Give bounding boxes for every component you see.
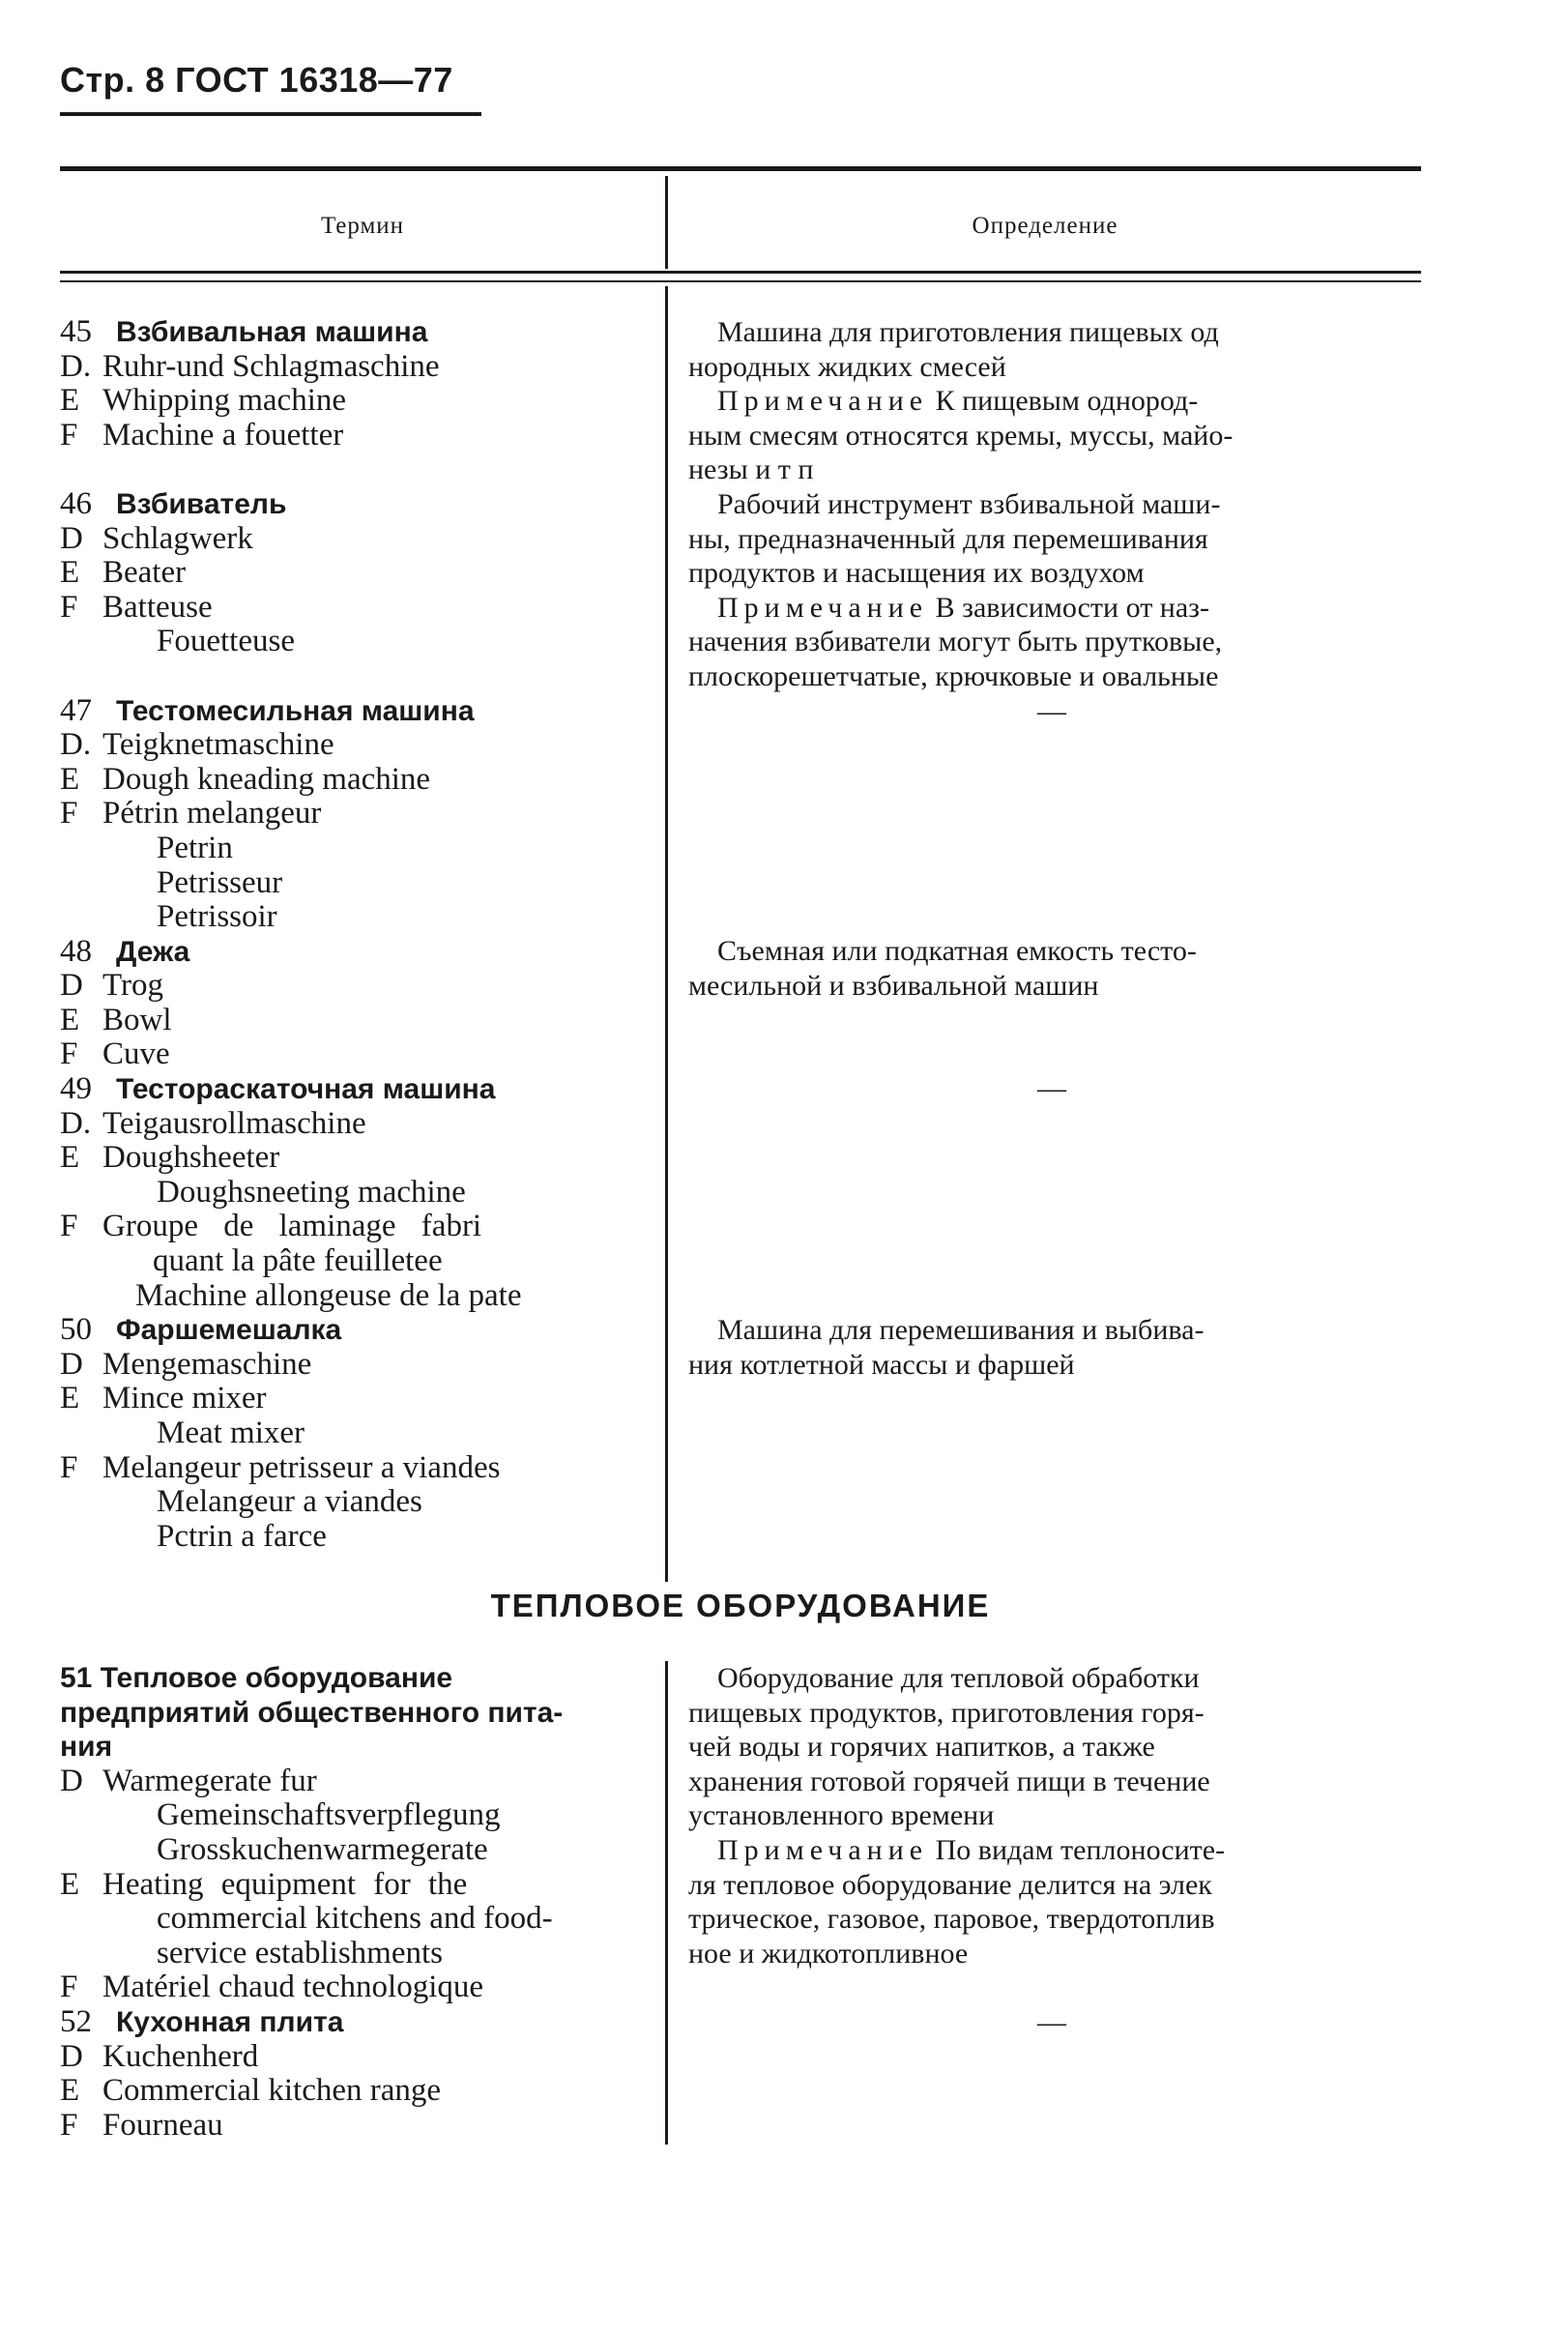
lang-code: D. xyxy=(60,1105,92,1141)
term-text: Teigknetmaschine xyxy=(102,727,334,763)
definition-line: установленного времени xyxy=(688,1799,995,1832)
empty-definition-dash: — xyxy=(1037,2005,1066,2038)
note-line xyxy=(688,384,1415,419)
term-foreign xyxy=(60,1210,659,1244)
section-title: ТЕПЛОВОЕ ОБОРУДОВАНИЕ xyxy=(490,1588,991,1623)
term-text: Trog xyxy=(102,968,163,1004)
term-foreign: Petrin xyxy=(157,830,233,865)
definition-line: Машина для приготовления пищевых од xyxy=(717,316,1219,348)
note-line: трическое, газовое, паровое, твердотоплив xyxy=(688,1903,1215,1936)
note-text: К пищевым однород- xyxy=(928,385,1199,418)
lang-code: D xyxy=(60,520,83,556)
term-text: Pétrin melangeur xyxy=(102,796,322,832)
column-header-definition: Определение xyxy=(972,213,1118,239)
term-column-b xyxy=(60,1661,659,2143)
term-foreign: Machine allongeuse de la pate xyxy=(135,1277,522,1313)
lang-code: E xyxy=(60,1866,80,1902)
term-foreign xyxy=(60,350,659,385)
lang-code: F xyxy=(60,1209,78,1244)
note-text: В зависимости от наз- xyxy=(928,591,1210,624)
term-text: Cuve xyxy=(102,1036,170,1072)
lang-code: F xyxy=(60,1449,78,1485)
term-foreign: Melangeur a viandes xyxy=(157,1484,422,1520)
note-line: ля тепловое оборудование делится на элек xyxy=(688,1868,1212,1901)
term-foreign: Meat mixer xyxy=(157,1416,305,1450)
definition-line: нородных жидких смесей xyxy=(688,350,1006,383)
definition-line: продуктов и насыщения их воздухом xyxy=(688,557,1145,590)
term-foreign xyxy=(60,1141,659,1176)
lang-code: D. xyxy=(60,727,92,763)
lang-code: D xyxy=(60,2038,83,2074)
definition-line: Оборудование для тепловой обработки xyxy=(717,1662,1200,1694)
term-text: Kuchenherd xyxy=(102,2038,259,2074)
term-russian: Взбивальная машина xyxy=(116,316,428,348)
term-foreign xyxy=(60,556,659,591)
term-text: Beater xyxy=(102,555,187,591)
term-foreign xyxy=(60,1382,659,1416)
term-foreign xyxy=(60,1004,659,1038)
term-number: 47 xyxy=(60,692,92,728)
term-number: 46 xyxy=(60,485,92,521)
term-foreign xyxy=(60,1868,659,1903)
term-foreign xyxy=(60,384,659,419)
column-divider xyxy=(665,1661,668,2145)
spacer xyxy=(60,659,659,694)
header-rule xyxy=(60,271,1421,274)
note-line: начения взбиватели могут быть прутковые, xyxy=(688,626,1223,658)
term-russian: Фаршемешалка xyxy=(116,1314,342,1347)
term-entry-header xyxy=(60,935,659,970)
term-number: 50 xyxy=(60,1312,92,1348)
note-line: плоскорешетчатые, крючковые и овальные xyxy=(688,659,1219,692)
term-foreign xyxy=(60,1765,659,1799)
lang-code: E xyxy=(60,1002,80,1037)
term-foreign xyxy=(60,1107,659,1142)
term-number: 45 xyxy=(60,314,92,349)
term-russian: Кухонная плита xyxy=(116,2005,344,2038)
term-text: Batteuse xyxy=(102,589,213,625)
spacer xyxy=(688,1970,1415,2005)
definition-50 xyxy=(688,1313,1415,1382)
term-number: 48 xyxy=(60,933,92,969)
term-number: 52 xyxy=(60,2003,92,2039)
empty-definition-dash: — xyxy=(1037,1072,1066,1104)
lang-code: F xyxy=(60,2107,78,2143)
term-foreign xyxy=(60,1348,659,1383)
definition-line: Машина для перемешивания и выбива- xyxy=(717,1314,1205,1346)
empty-definition-dash: — xyxy=(1037,694,1066,727)
term-foreign: quant la pâte feuilletee xyxy=(153,1243,443,1279)
lang-code: E xyxy=(60,1381,80,1416)
definition-line: хранения готовой горячей пищи в течение xyxy=(688,1765,1210,1797)
term-foreign xyxy=(60,1970,659,2005)
term-foreign xyxy=(60,2109,659,2144)
term-foreign: Grosskuchenwarmegerate xyxy=(157,1831,488,1867)
definition-line: ны, предназначенный для перемешивания xyxy=(688,522,1208,555)
term-text: Ruhr-und Schlagmaschine xyxy=(102,348,440,384)
lang-code: D xyxy=(60,1346,83,1382)
lang-code: F xyxy=(60,589,78,625)
term-entry-header xyxy=(60,1313,659,1348)
term-foreign: Petrissoir xyxy=(157,899,277,935)
lang-code: D xyxy=(60,1763,83,1798)
lang-code: F xyxy=(60,1970,78,2005)
note-text: По видам теплоносите- xyxy=(928,1833,1226,1866)
term-foreign xyxy=(60,797,659,832)
term-russian: Тестораскаточная машина xyxy=(116,1073,496,1106)
lang-code: D. xyxy=(60,348,92,384)
term-text: Melangeur petrisseur a viandes xyxy=(102,1449,501,1485)
page-header: Стр. 8 ГОСТ 16318—77 xyxy=(60,60,453,100)
term-text: Whipping machine xyxy=(102,383,347,419)
note-line: незы и т п xyxy=(688,453,814,486)
term-text: Teigausrollmaschine xyxy=(102,1105,366,1141)
term-foreign xyxy=(60,969,659,1004)
term-foreign: Fouetteuse xyxy=(157,624,295,659)
header-underline xyxy=(60,112,481,116)
definition-line: ния котлетной массы и фаршей xyxy=(688,1348,1075,1381)
term-russian: 51 Тепловое оборудование xyxy=(60,1662,453,1694)
definition-line: месильной и взбивальной машин xyxy=(688,969,1099,1002)
definition-line: Съемная или подкатная емкость тесто- xyxy=(717,935,1197,967)
term-russian: ния xyxy=(60,1731,113,1764)
definition-line: Рабочий инструмент взбивальной маши- xyxy=(717,487,1221,520)
term-text: Heating equipment for the xyxy=(102,1866,468,1902)
term-russian: Взбиватель xyxy=(116,487,287,520)
definition-48 xyxy=(688,934,1415,1003)
lang-code: F xyxy=(60,796,78,832)
term-foreign xyxy=(60,1037,659,1072)
term-text: Mengemaschine xyxy=(102,1346,312,1382)
term-foreign xyxy=(60,419,659,453)
definition-column-a xyxy=(688,315,1415,728)
term-text: Bowl xyxy=(102,1002,172,1037)
term-entry-header xyxy=(60,2005,659,2040)
term-foreign xyxy=(60,1451,659,1486)
term-foreign xyxy=(60,591,659,626)
term-text: Dough kneading machine xyxy=(102,761,431,797)
term-foreign xyxy=(60,763,659,798)
term-text: Matériel chaud technologique xyxy=(102,1970,484,2005)
definition-49 xyxy=(688,1071,1415,1106)
term-entry-header xyxy=(60,1072,659,1107)
term-text: Groupe de laminage fabri xyxy=(102,1209,482,1244)
header-rule-second xyxy=(60,280,1421,282)
term-russian: Дежа xyxy=(116,935,190,968)
column-divider xyxy=(665,286,668,1582)
note-line xyxy=(688,591,1415,626)
definition-line: чей воды и горячих напитков, а также xyxy=(688,1731,1155,1764)
note-label: Примечание xyxy=(717,591,929,624)
term-foreign: Gemeinschaftsverpflegung xyxy=(157,1797,501,1833)
lang-code: E xyxy=(60,383,80,419)
term-foreign xyxy=(60,2074,659,2109)
term-text: Machine a fouetter xyxy=(102,417,344,452)
note-label: Примечание xyxy=(717,1833,929,1866)
term-text: Warmegerate fur xyxy=(102,1763,317,1798)
lang-code: E xyxy=(60,2073,80,2109)
note-label: Примечание xyxy=(717,385,929,418)
spacer xyxy=(60,452,659,487)
lang-code: E xyxy=(60,761,80,797)
term-column-a xyxy=(60,315,659,1554)
column-divider xyxy=(665,176,668,269)
term-russian: Тестомесильная машина xyxy=(116,694,475,727)
lang-code: E xyxy=(60,555,80,591)
lang-code: F xyxy=(60,1036,78,1072)
term-text: Schlagwerk xyxy=(102,520,253,556)
term-foreign xyxy=(60,522,659,557)
term-foreign: commercial kitchens and food- xyxy=(157,1901,553,1937)
definition-column-b xyxy=(688,1661,1415,2040)
term-foreign: Doughsneeting machine xyxy=(157,1174,466,1210)
term-text: Commercial kitchen range xyxy=(102,2073,442,2109)
term-foreign: Pctrin a farce xyxy=(157,1518,327,1554)
lang-code: D xyxy=(60,968,83,1004)
term-text: Fourneau xyxy=(102,2107,223,2143)
term-foreign: Petrisseur xyxy=(157,864,283,900)
note-line: ным смесям относятся кремы, муссы, майо- xyxy=(688,419,1234,452)
note-line xyxy=(688,1833,1415,1868)
term-foreign: service establishments xyxy=(157,1935,444,1970)
term-text: Mince mixer xyxy=(102,1381,267,1416)
lang-code: E xyxy=(60,1140,80,1176)
term-russian: предприятий общественного пита- xyxy=(60,1696,564,1729)
lang-code: F xyxy=(60,417,78,452)
term-foreign xyxy=(60,728,659,763)
column-header-term: Термин xyxy=(320,213,405,239)
term-foreign xyxy=(60,2040,659,2075)
note-line: ное и жидкотопливное xyxy=(688,1937,969,1970)
term-entry-header xyxy=(60,487,659,522)
definition-line: пищевых продуктов, приготовления горя- xyxy=(688,1696,1205,1729)
term-entry-header xyxy=(60,694,659,729)
term-entry-header xyxy=(60,315,659,350)
table-top-rule xyxy=(60,166,1421,171)
term-number: 49 xyxy=(60,1071,92,1107)
term-text: Doughsheeter xyxy=(102,1140,280,1176)
